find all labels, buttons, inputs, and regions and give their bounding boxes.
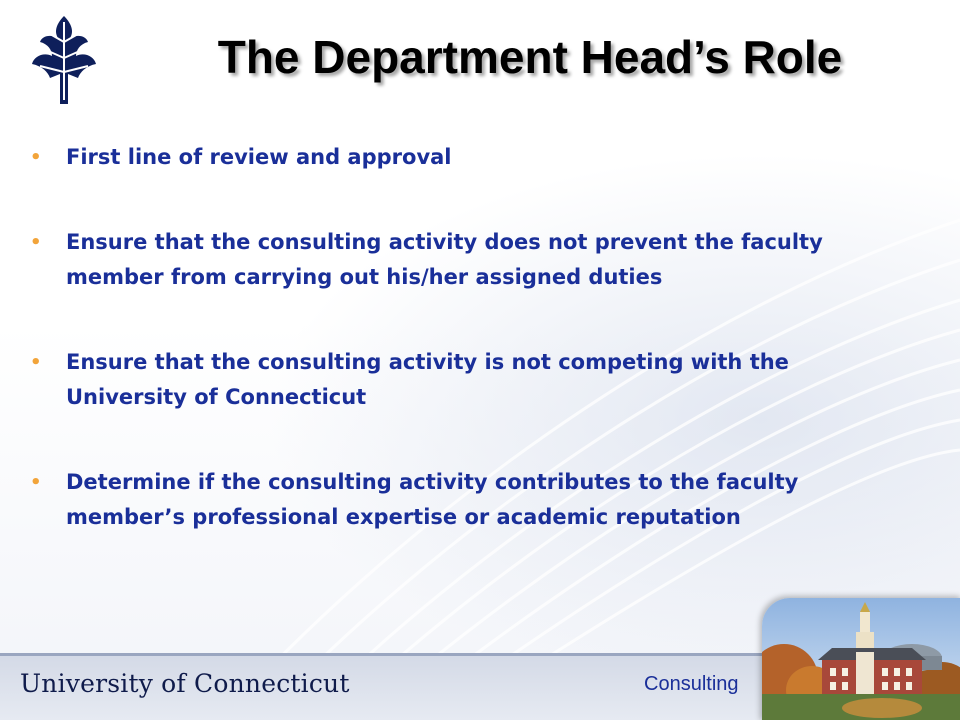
university-name: University of Connecticut: [20, 669, 350, 698]
bullet-text: Determine if the consulting activity contributes to the faculty member’s professional expertise or academic reputation: [66, 470, 799, 529]
bullet-item: [30, 140, 890, 175]
oak-leaf-icon: [16, 12, 112, 108]
bullet-icon: •: [30, 147, 42, 168]
bullet-text: First line of review and approval: [66, 145, 452, 169]
slide-title: The Department Head’s Role: [217, 31, 843, 83]
bullet-icon: •: [30, 472, 42, 493]
bullet-item: [30, 465, 890, 535]
bullet-item: [30, 345, 890, 415]
bullet-item: [30, 225, 890, 295]
bullet-icon: •: [30, 232, 42, 253]
bullet-list: [30, 140, 890, 535]
bullet-icon: •: [30, 352, 42, 373]
section-label: Consulting: [644, 673, 739, 695]
campus-photo-illustration: [762, 598, 960, 720]
campus-photo: [762, 598, 960, 720]
bullet-text: Ensure that the consulting activity is not competing with the University of Connecticut: [66, 350, 789, 409]
bullet-text: Ensure that the consulting activity does not prevent the faculty member from carrying out his/her assigned duties: [66, 230, 823, 289]
